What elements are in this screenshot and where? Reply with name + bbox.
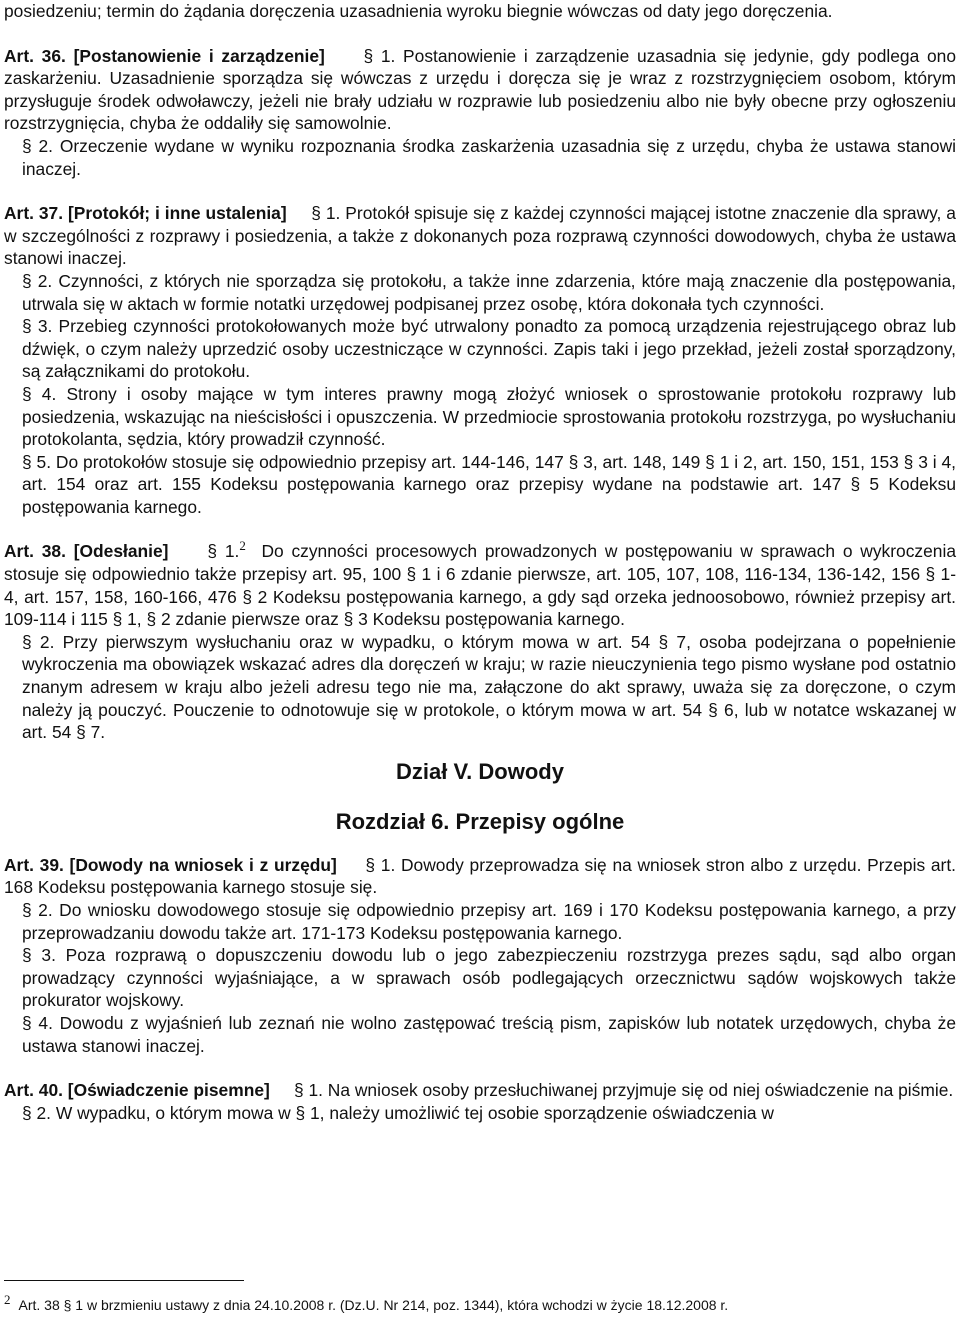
article-38-par-2: § 2. Przy pierwszym wysłuchaniu oraz w wypadku, o którym mowa w art. 54 § 7, osoba podejrzana o popełnienie wykroczenia ma obowiązek wskazać adres dla doręczeń w kraju; w razie nieuczynienia tego pismo wysłane pod ostatnio znanym adresem w kraju albo jeżeli adresu tego nie ma, załączone do akt sprawy, uważa się za doręczone, o czym należy ją pouczyć. Pouczenie to odnotowuje się w protokole, o którym mowa w art. 54 § 6, lub w notatce wskazanej w art. 54 § 7. xyxy=(22,631,956,743)
article-38 xyxy=(4,540,956,630)
article-40-par-2: § 2. W wypadku, o którym mowa w § 1, należy umożliwić tej osobie sporządzenie oświadczenia w xyxy=(22,1102,774,1123)
article-36 xyxy=(4,45,956,135)
footnote-reference[interactable]: 2 xyxy=(239,538,246,554)
article-38-par-1: Do czynności procesowych prowadzonych w postępowaniu w sprawach o wykroczenia stosuje się odpowiednio także przepisy art. 95, 100 § 1 i 6 zdanie pierwsze, art. 105, 107, 108, 116-134, 136-142, 156 § 1-4, art. 157, 158, 160-166, 476 § 2 Kodeksu postępowania karnego, a gdy sąd orzeka jednoosobowo, również przepisy art. 109-114 i 115 § 1, § 2 zdanie pierwsze oraz § 3 Kodeksu postępowania karnego. xyxy=(4,541,956,630)
article-40-heading: Art. 40. [Oświadczenie pisemne] xyxy=(4,1080,270,1101)
article-37-par-1: § 1. Protokół spisuje się z każdej czynności mającej istotne znaczenie dla sprawy, a w szczególności z rozprawy i posiedzenia, a także z dokonanych poza rozprawą czynności dowodowych, chyba że ustawa stanowi inaczej. xyxy=(4,203,956,269)
article-36-heading: Art. 36. [Postanowienie i zarządzenie] xyxy=(4,45,325,66)
article-40-par-1: § 1. Na wniosek osoby przesłuchiwanej przyjmuje się od niej oświadczenie na piśmie. xyxy=(293,1080,954,1101)
footnote xyxy=(4,1291,728,1314)
article-38-heading: Art. 38. [Odesłanie] xyxy=(4,541,169,562)
footnote-text: Art. 38 § 1 w brzmieniu ustawy z dnia 24.10.2008 r. (Dz.U. Nr 214, poz. 1344), która wchodzi w życie 18.12.2008 r. xyxy=(18,1297,729,1313)
article-39 xyxy=(4,854,956,899)
chapter-heading: Rozdział 6. Przepisy ogólne xyxy=(335,808,625,834)
article-39-par-1: § 1. Dowody przeprowadza się na wniosek stron albo z urzędu. Przepis art. 168 Kodeksu postępowania karnego stosuje się. xyxy=(4,854,956,898)
article-37-par-2: § 2. Czynności, z których nie sporządza się protokołu, a także inne zdarzenia, które mają znaczenie dla postępowania, utrwala się w aktach w formie notatki urzędowej podpisanej przez osobę, która dokonała tych czynności. xyxy=(22,270,956,314)
footnote-mark: 2 xyxy=(4,1292,11,1307)
article-37-heading: Art. 37. [Protokół; i inne ustalenia] xyxy=(4,203,287,224)
article-37-par-4: § 4. Strony i osoby mające w tym interes prawny mogą złożyć wniosek o sprostowanie protokołu rozprawy lub posiedzenia, wskazując na nieścisłości i opuszczenia. W przedmiocie sprostowania protokołu rozstrzyga, po wysłuchaniu protokolanta, sędzia, który prowadził czynność. xyxy=(22,383,956,450)
article-37-par-3: § 3. Przebieg czynności protokołowanych może być utrwalony ponadto za pomocą urządzenia rejestrującego obraz lub dźwięk, o czym należy uprzedzić osoby uczestniczące w czynności. Zapis taki i jego przekład, jeżeli został sporządzony, są załącznikami do protokołu. xyxy=(22,316,956,382)
article-37-par-5: § 5. Do protokołów stosuje się odpowiednio przepisy art. 144-146, 147 § 3, art. 148, 149 § 1 i 2, art. 150, 151, 153 § 3 i 4, art. 154 oraz art. 155 Kodeksu postępowania karnego oraz przepisy wydane na podstawie art. 147 § 5 Kodeksu postępowania karnego. xyxy=(22,451,956,517)
article-39-par-3: § 3. Poza rozprawą o dopuszczeniu dowodu lub o jego zabezpieczeniu rozstrzyga prezes sądu, sąd albo organ prowadzący czynności wyjaśniające, a w sprawach osób podlegających orzecznictwu sądów wojskowych także prokurator wojskowy. xyxy=(22,945,956,1011)
article-37 xyxy=(4,202,956,270)
document-page xyxy=(4,0,956,1124)
footnote-divider xyxy=(4,1280,244,1281)
article-36-par-1: § 1. Postanowienie i zarządzenie uzasadnia się jedynie, gdy podlega ono zaskarżeniu. Uzasadnienie sporządza się wówczas z urzędu i doręcza się je wraz z rozstrzygnięciem osobom, którym przysługuje środek odwoławczy, jeżeli nie brały udziału w rozprawie lub posiedzeniu albo nie były obecne przy ogłoszeniu rozstrzygnięcia, chyba że oddaliły się samowolnie. xyxy=(4,45,956,134)
section-heading: Dział V. Dowody xyxy=(396,758,564,784)
article-39-heading: Art. 39. [Dowody na wniosek i z urzędu] xyxy=(4,854,337,875)
article-39-par-4: § 4. Dowodu z wyjaśnień lub zeznań nie wolno zastępować treścią pism, zapisków lub notatek urzędowych, chyba że ustawa stanowi inaczej. xyxy=(22,1012,956,1056)
paragraph-continuation: posiedzeniu; termin do żądania doręczenia uzasadnienia wyroku biegnie wówczas od daty jego doręczenia. xyxy=(4,1,833,21)
article-40 xyxy=(4,1079,956,1102)
article-39-par-2: § 2. Do wniosku dowodowego stosuje się odpowiednio przepisy art. 169 i 170 Kodeksu postępowania karnego, a przy przeprowadzaniu dowodu także art. 171-173 Kodeksu postępowania karnego. xyxy=(22,900,956,943)
article-36-par-2: § 2. Orzeczenie wydane w wyniku rozpoznania środka zaskarżenia uzasadnia się z urzędu, chyba że ustawa stanowi inaczej. xyxy=(22,135,956,179)
article-38-par-1-label: § 1. xyxy=(207,541,240,562)
